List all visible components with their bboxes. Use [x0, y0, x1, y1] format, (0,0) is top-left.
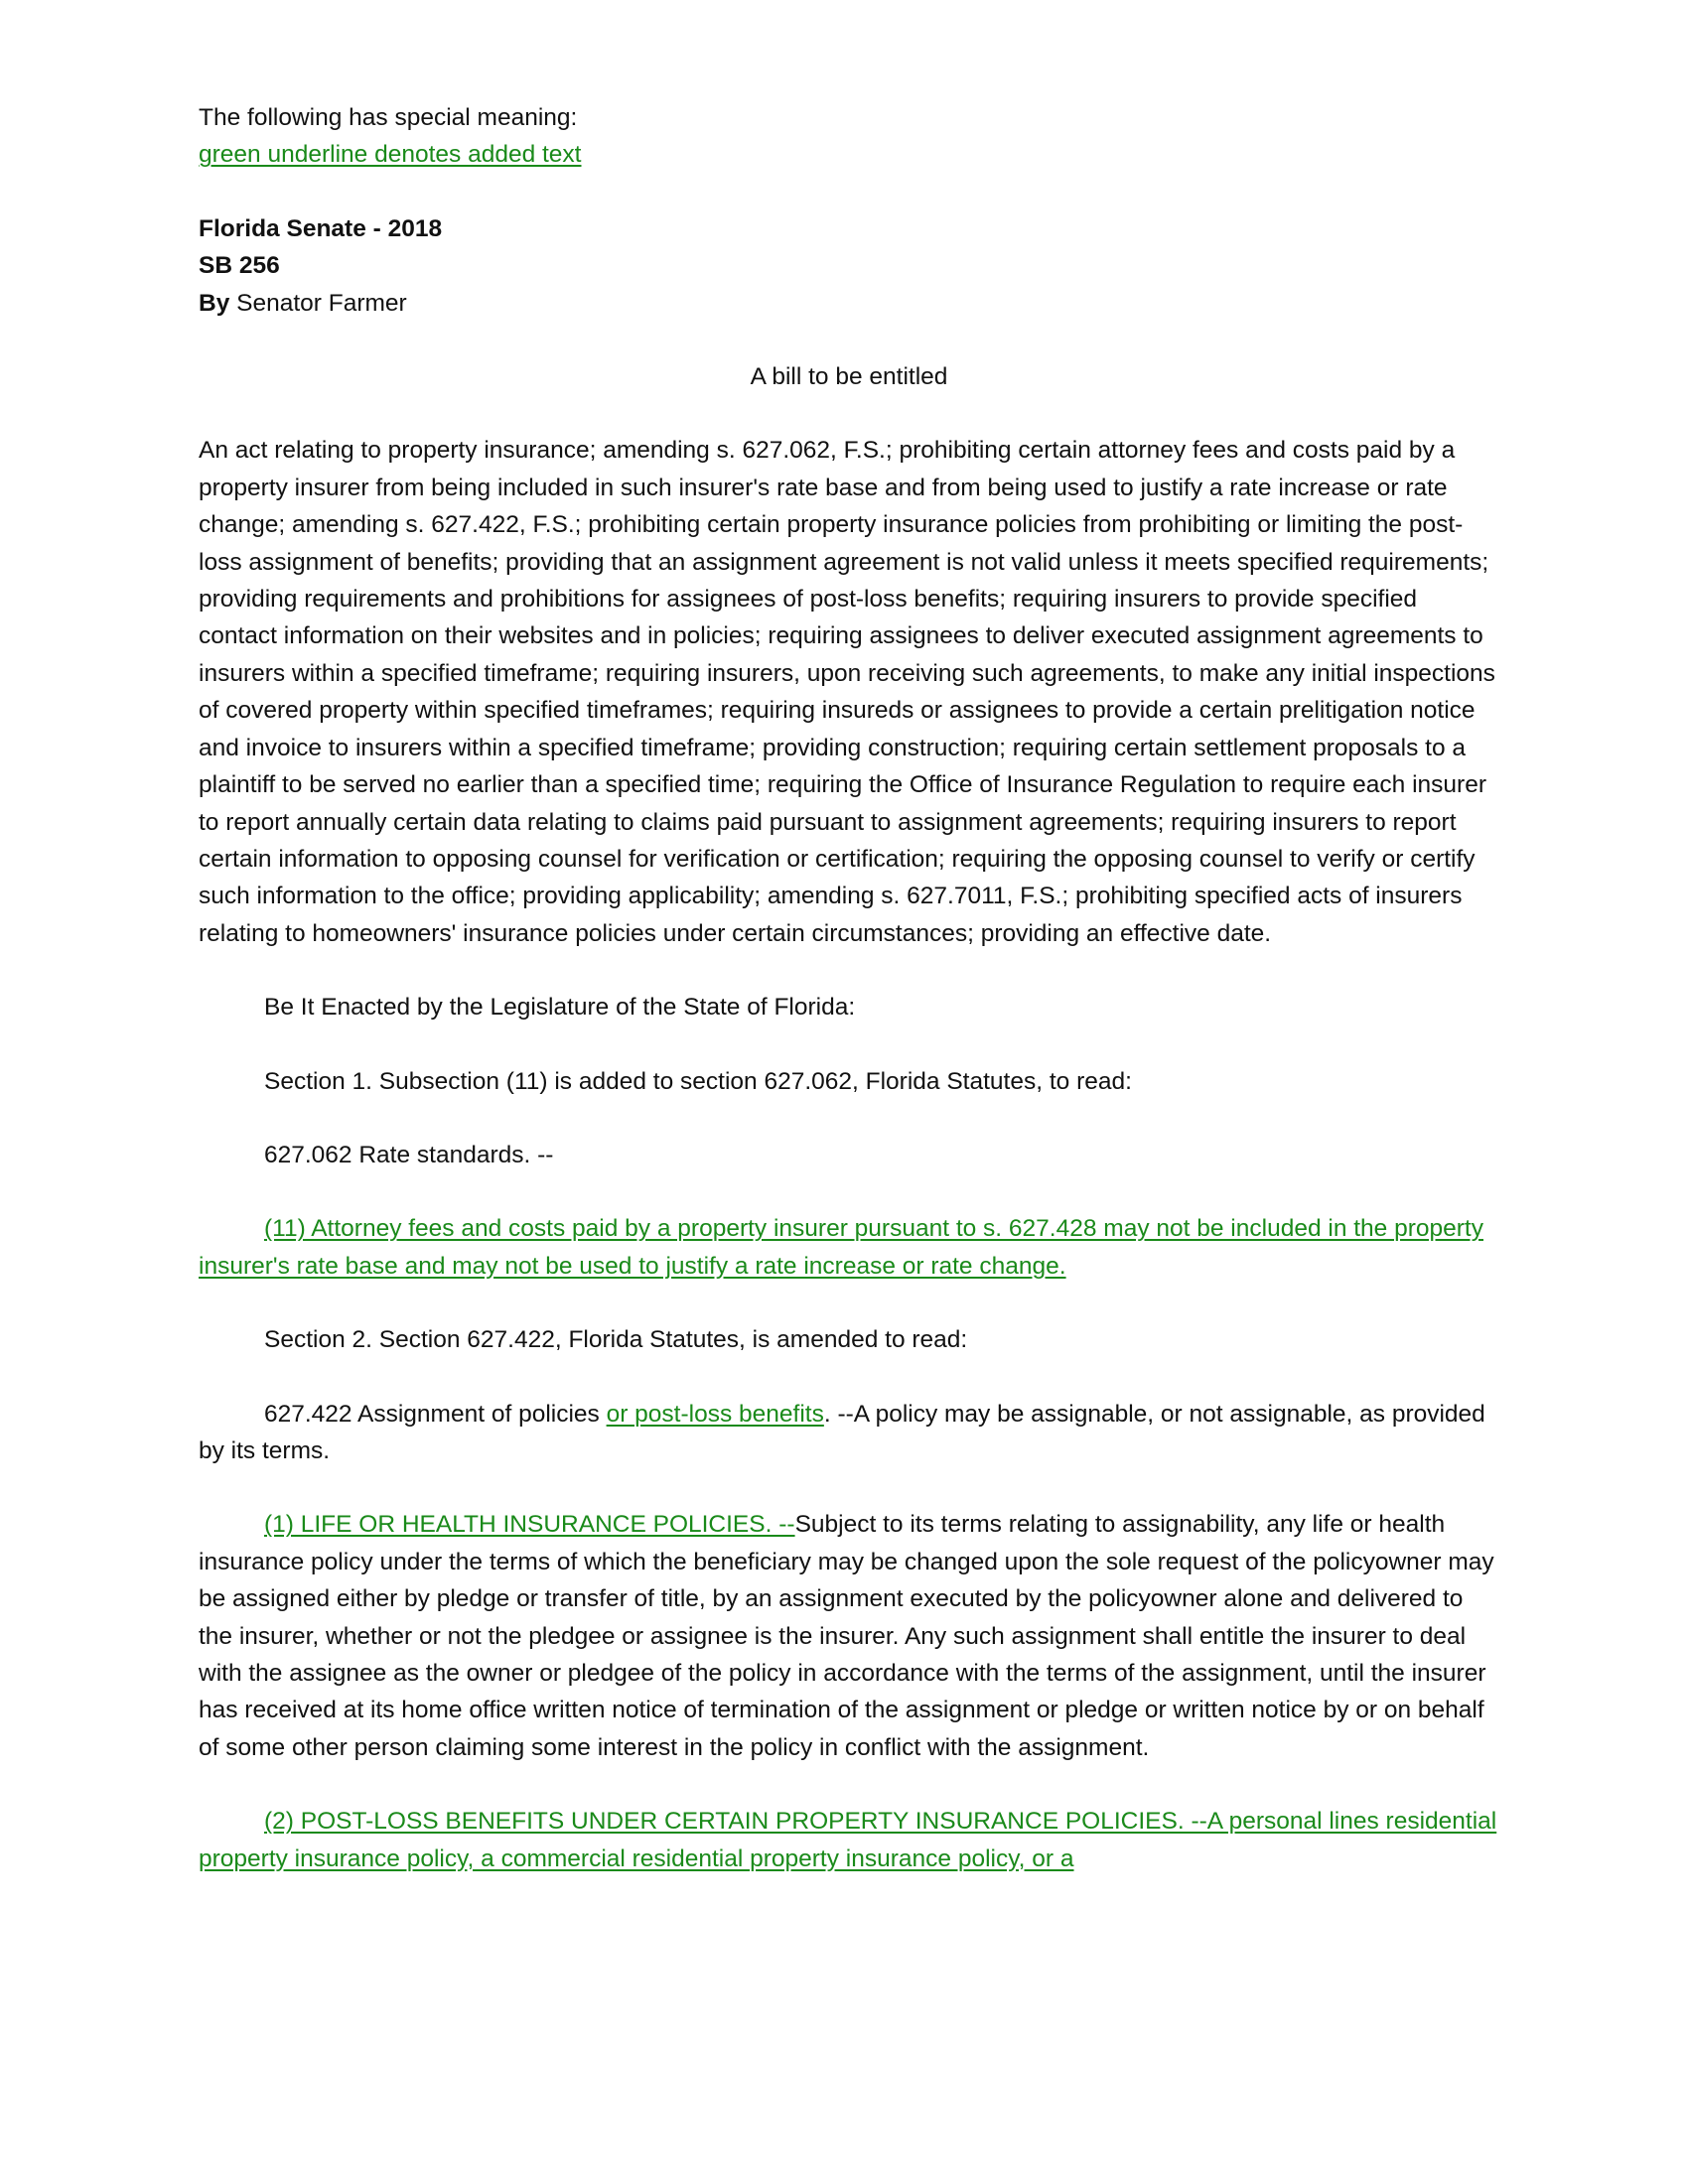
- section-2-heading: Section 2. Section 627.422, Florida Statutes, is amended to read:: [264, 1326, 968, 1354]
- chamber-year: Florida Senate - 2018: [199, 214, 443, 242]
- bill-summary: An act relating to property insurance; amending s. 627.062, F.S.; prohibiting certain attorney fees and costs paid by a property insurer from being included in such insurer's rate base and from being used to justify a rate increase or rate change; amending s. 627.422, F.S.; prohibiting certain property insurance policies from prohibiting or limiting the post-loss assignment of benefits; providing that an assignment agreement is not valid unless it meets specified requirements; providing requirements and prohibitions for assignees of post-loss benefits; requiring insurers to provide specified contact information on their websites and in policies; requiring assignees to deliver executed assignment agreements to insurers within a specified timeframe; requiring insurers, upon receiving such agreements, to make any initial inspections of covered property within specified timeframes; requiring insureds or assignees to provide a certain prelitigation notice and invoice to insurers within a specified timeframe; providing construction; requiring certain settlement proposals to a plaintiff to be served no earlier than a specified time; requiring the Office of Insurance Regulation to require each insurer to report annually certain data relating to claims paid pursuant to assignment agreements; requiring insurers to report certain information to opposing counsel for verification or certification; requiring the opposing counsel to verify or certify such information to the office; providing applicability; amending s. 627.7011, F.S.; prohibiting specified acts of insurers relating to homeowners' insurance policies under certain circumstances; providing an effective date.: [199, 437, 1495, 947]
- section-1-added-subsection: [199, 1210, 1499, 1285]
- section-2-statute-title: [199, 1396, 1499, 1470]
- by-label: By: [199, 289, 230, 317]
- subsection-2: [199, 1803, 1499, 1877]
- document-page: [199, 99, 1499, 1877]
- section-1-heading: Section 1. Subsection (11) is added to section 627.062, Florida Statutes, to read:: [264, 1067, 1132, 1095]
- section-1-statute-title: 627.062 Rate standards. --: [264, 1141, 554, 1168]
- sponsor-name: Senator Farmer: [236, 289, 407, 317]
- legend-intro: The following has special meaning:: [199, 104, 578, 131]
- subsection-1-added-heading: (1) LIFE OR HEALTH INSURANCE POLICIES. --: [264, 1511, 795, 1539]
- sponsor-line: [199, 285, 1499, 322]
- statute-title-added: or post-loss benefits: [606, 1400, 824, 1428]
- subsection-2-added-text: (2) POST-LOSS BENEFITS UNDER CERTAIN PROPERTY INSURANCE POLICIES. --A personal lines residential property insurance policy, a commercial residential property insurance policy, or a: [199, 1808, 1497, 1872]
- subsection-1: [199, 1506, 1499, 1766]
- added-subsection-11: (11) Attorney fees and costs paid by a property insurer pursuant to s. 627.428 may not be included in the property insurer's rate base and may not be used to justify a rate increase or rate change.: [199, 1215, 1483, 1280]
- legend-added-text-note: green underline denotes added text: [199, 141, 582, 169]
- bill-title-line: A bill to be entitled: [750, 363, 948, 391]
- enacting-clause: Be It Enacted by the Legislature of the State of Florida:: [264, 994, 856, 1022]
- subsection-1-text: Subject to its terms relating to assignability, any life or health insurance policy under the terms of which the beneficiary may be changed upon the sole request of the policyowner may be assigned either by pledge or transfer of title, by an assignment executed by the policyowner alone and delivered to the insurer, whether or not the pledgee or assignee is the insurer. Any such assignment shall entitle the insurer to deal with the assignee as the owner or pledgee of the policy in accordance with the terms of the assignment, until the insurer has received at its home office written notice of termination of the assignment or pledge or written notice by or on behalf of some other person claiming some interest in the policy in conflict with the assignment.: [199, 1511, 1494, 1761]
- bill-number: SB 256: [199, 252, 280, 280]
- statute-title-prefix: 627.422 Assignment of policies: [264, 1400, 607, 1428]
- statute-title-suffix: . --A policy may be assignable, or not assignable, as provided by its terms.: [199, 1400, 1485, 1464]
